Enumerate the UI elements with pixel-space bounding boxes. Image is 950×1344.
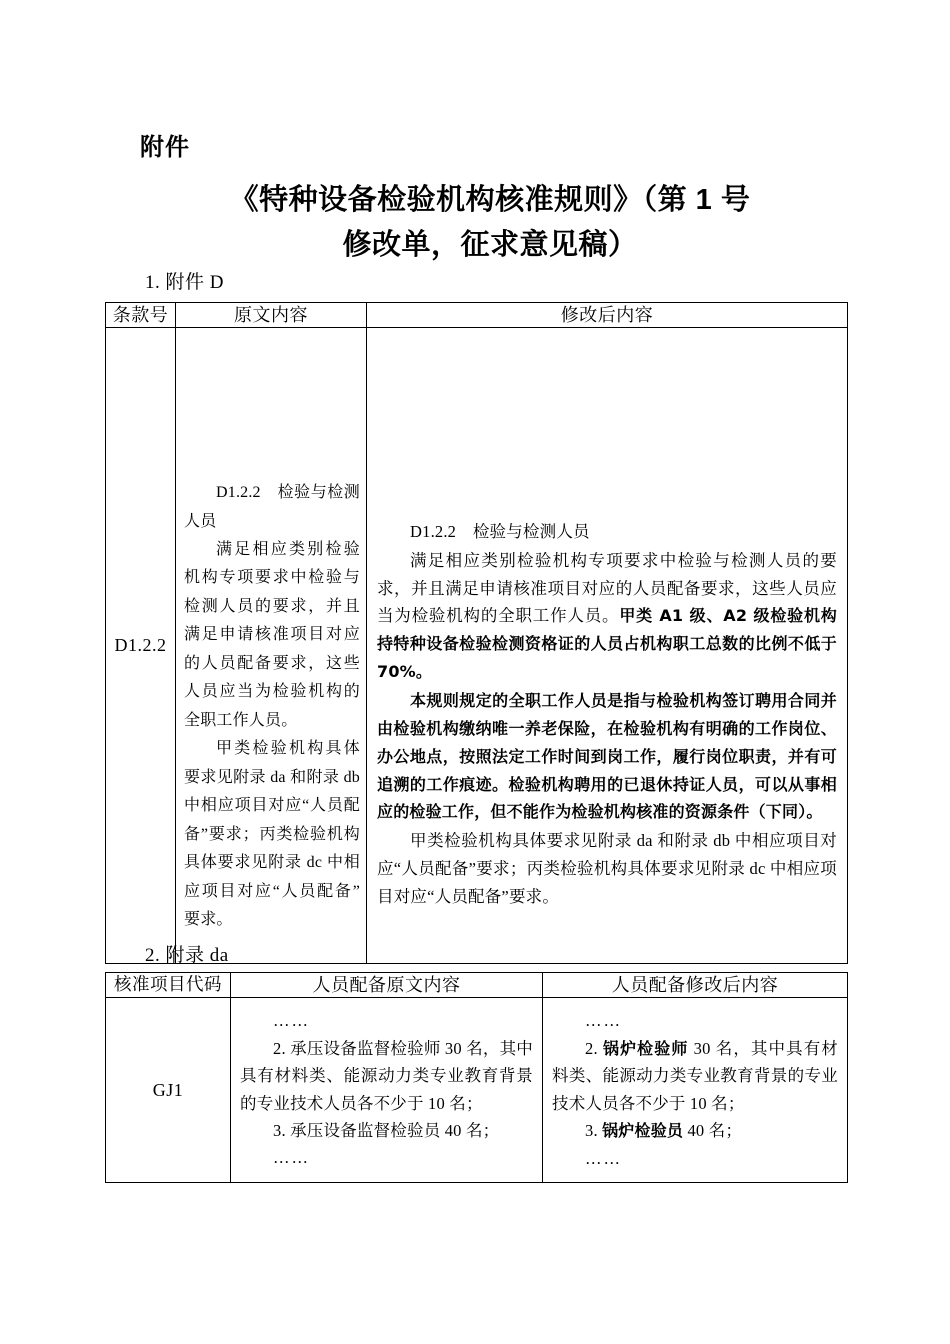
original-paragraph: D1.2.2 检验与检测人员 [184,484,360,530]
modified-heading: D1.2.2 检验与检测人员 [410,522,590,542]
original-paragraph: 甲类检验机构具体要求见附录 da 和附录 db 中相应项目对应“人员配备”要求；丙类检验机构具体要求见附录 dc 中相应项目对应“人员配备”要求。 [184,740,360,929]
table-header-row [106,303,848,328]
clause-code-cell: D1.2.2 [106,328,176,964]
staffing-modified-cell [543,998,848,1183]
column-header-staffing-modified: 人员配备修改后内容 [543,973,848,998]
ellipsis-top: …… [585,1011,622,1031]
column-header-staffing-original: 人员配备原文内容 [231,973,543,998]
staffing-modified-item-3 [552,1117,838,1145]
column-header-original: 原文内容 [176,303,367,328]
page-title-line-2: 修改单，征求意见稿） [342,228,638,261]
modified-para1-bold-text: 甲类 A1 级、A2 级检验机构持特种设备检验检测资格证的人员占机构职工总数的比例不低于 70%。 [377,606,837,682]
project-code-cell: GJ1 [106,998,231,1183]
staffing-modified-item-2 [552,1035,838,1117]
column-header-modified: 修改后内容 [367,303,848,328]
item3-rest: 40 名； [683,1120,743,1140]
ellipsis-bottom: …… [585,1148,622,1168]
item3-prefix: 3. [585,1120,603,1140]
item2-bold-term: 锅炉检验师 [603,1038,689,1058]
original-paragraph: 满足相应类别检验机构专项要求中检验与检测人员的要求，并且满足申请核准项目对应的人员配备要求，这些人员应当为检验机构的全职工作人员。 [184,540,360,729]
ellipsis-bottom: …… [273,1148,310,1168]
item2-rest: 30 名，其中具有材料类、能源动力类专业教育背景的专业技术人员各不少于 10 名； [552,1038,838,1113]
table-row [106,998,848,1183]
ellipsis-top: …… [273,1011,310,1031]
section-label-appendix-d: 1. 附件 D [145,272,224,293]
column-header-clause: 条款号 [106,303,176,328]
original-content-cell [176,328,367,964]
section-label-appendix-da: 2. 附录 da [145,945,229,966]
table-appendix-d [105,302,848,964]
page-title [150,178,830,268]
table-row [106,328,848,964]
table-header-row [106,973,848,998]
modified-paragraph-1 [377,547,837,686]
page-title-line-1: 《特种设备检验机构核准规则》（第 1 号 [229,184,751,216]
item2-prefix: 2. [585,1038,603,1058]
modified-paragraph-2 [377,687,837,826]
table-appendix-da [105,972,848,1183]
modified-paragraph-3: 甲类检验机构具体要求见附录 da 和附录 db 中相应项目对应“人员配备”要求；丙类检验机构具体要求见附录 dc 中相应项目对应“人员配备”要求。 [377,831,837,906]
modified-para1-normal-text: 满足相应类别检验机构专项要求中检验与检测人员的要求，并且满足申请核准项目对应的人员配备要求，这些人员应当为检验机构的全职工作人员。 [377,550,837,626]
staffing-original-cell [231,998,543,1183]
column-header-project-code: 核准项目代码 [106,973,231,998]
staffing-original-item-3: 3. 承压设备监督检验员 40 名； [273,1120,500,1140]
attachment-label: 附件 [140,134,190,161]
modified-para2-bold-text: 本规则规定的全职工作人员是指与检验机构签订聘用合同并由检验机构缴纳唯一养老保险，在检验机构有明确的工作岗位、办公地点，按照法定工作时间到岗工作，履行岗位职责，并有可追溯的工作痕迹。检验机构聘用的已退休持证人员，可以从事相应的检验工作，但不能作为检验机构核准的资源条件（下同）。 [377,690,837,822]
modified-content-cell [367,328,848,964]
item3-bold-term: 锅炉检验员 [602,1120,684,1140]
staffing-original-item-2: 2. 承压设备监督检验师 30 名，其中具有材料类、能源动力类专业教育背景的专业技术人员各不少于 10 名； [240,1038,533,1113]
